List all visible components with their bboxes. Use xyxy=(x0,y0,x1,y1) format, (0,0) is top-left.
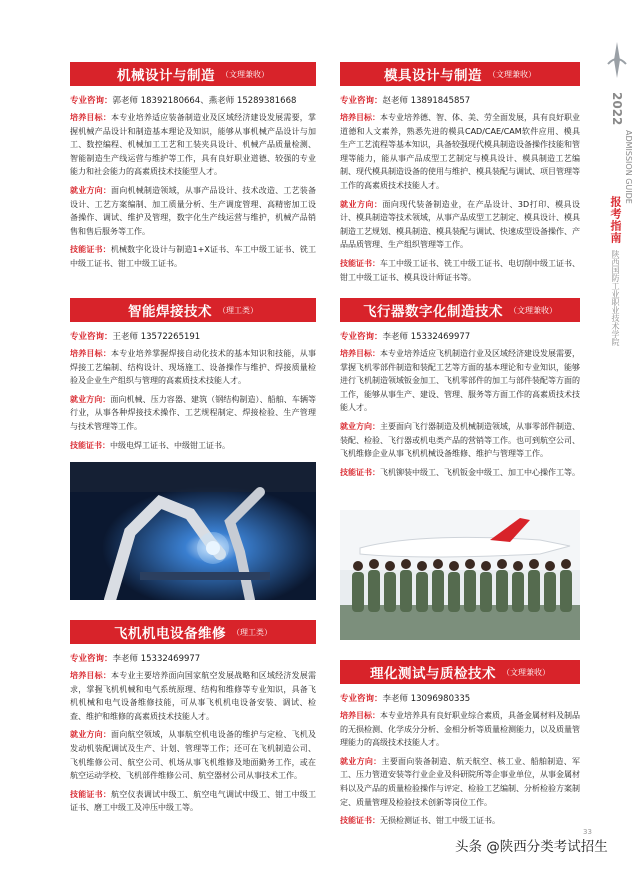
major-title-bar xyxy=(340,660,580,684)
watermark-source: 头条 @陕西分类考试招生 xyxy=(455,839,608,855)
goal-paragraph xyxy=(70,669,316,723)
contact-value: 赵老师 13891845857 xyxy=(382,96,471,106)
goal-label: 培养目标： xyxy=(340,349,380,358)
contact-value: 李老师 15332469977 xyxy=(382,332,471,342)
major-title-bar xyxy=(340,62,580,86)
career-text: 面向机械制造领域，从事产品设计、技术改造、工艺装备设计、工艺方案编制、加工质量分析、生产调度管理、高精密加工设备操作、调试、维护及管理，数字化生产线运营与维护，机械产品销售和售后服务等工作。 xyxy=(70,185,317,236)
career-label: 就业方向： xyxy=(70,185,112,195)
students-aircraft-illustration xyxy=(340,510,580,640)
cert-paragraph xyxy=(70,439,316,453)
contact-label: 专业咨询： xyxy=(340,694,383,704)
career-text: 主要面向装备制造、航天航空、核工业、船舶制造、军工、压力管道安装等行业企业及科研院所等企事业单位，从事金属材料以及产品的质量检验操作与评定、检验工艺编制、分析检验方案制定、质量管理及检验技术创新等岗位工作。 xyxy=(340,756,581,807)
major-card-mechanical xyxy=(70,62,316,271)
cert-label: 技能证书： xyxy=(70,440,110,450)
contact-line xyxy=(340,94,580,106)
career-text: 面向现代装备制造业，在产品设计、3D打印、模具设计、模具制造等技术领域，从事产品成型工艺制定、模具设计、模具制造工艺规划、模具制造、模具装配与调试、快速成型设备操作、产品品质管理、生产组织管理等工作。 xyxy=(340,199,581,250)
major-subtitle: （文理兼收） xyxy=(502,667,550,677)
contact-line xyxy=(340,692,580,704)
goal-text: 本专业培养具有良好职业综合素质，具备金属材料及制品的无损检测、化学成分分析、金相分析等质量检测能力，以及质量管理能力的高级技术技能人才。 xyxy=(340,711,580,748)
page-number: 33 xyxy=(583,828,592,836)
career-label: 就业方向： xyxy=(340,199,383,209)
career-paragraph xyxy=(70,184,316,238)
contact-line xyxy=(70,652,316,664)
major-subtitle: （理工类） xyxy=(232,627,272,637)
cert-label: 技能证书： xyxy=(70,789,112,799)
contact-value: 李老师 13096980335 xyxy=(382,694,471,704)
major-title-bar xyxy=(340,298,580,322)
major-title: 机械设计与制造 xyxy=(117,68,215,84)
contact-line xyxy=(340,330,580,342)
career-text: 面向机械、压力容器、建筑（钢结构制造）、船舶、车辆等行业，从事各种焊接技术操作、工艺规程制定、焊接检验、生产管理与技术管理等工作。 xyxy=(70,394,317,431)
goal-label: 培养目标： xyxy=(340,113,380,122)
major-title: 飞行器数字化制造技术 xyxy=(363,304,503,320)
career-paragraph xyxy=(70,393,316,434)
goal-paragraph xyxy=(70,347,316,388)
major-subtitle: （理工类） xyxy=(218,305,258,315)
cert-label: 技能证书： xyxy=(70,245,111,255)
career-label: 就业方向： xyxy=(70,730,112,740)
cert-text: 无损检测证书、钳工中级工证书。 xyxy=(380,816,500,826)
major-title-bar xyxy=(70,298,316,322)
career-label: 就业方向： xyxy=(70,394,111,404)
career-label: 就业方向： xyxy=(340,421,380,431)
career-paragraph xyxy=(340,420,580,461)
cert-label: 技能证书： xyxy=(340,467,380,477)
contact-line xyxy=(70,330,316,342)
goal-text: 本专业培养适应装备制造业及区域经济建设发展需要，掌握机械产品设计和制造基本理论及知识，能够从事机械产品设计与加工、数控编程、机械加工工艺和工装夹具设计、机械产品质量检测、智能制造生产线运营与维护等工作，具有良好职业道德、较强的专业能力和社会能力的高素质技术技能型人才。 xyxy=(70,113,317,177)
sidebar-college-name: 陕西国防工业职业技术学院 xyxy=(611,250,620,346)
goal-label: 培养目标： xyxy=(340,711,380,720)
major-card-mold xyxy=(340,62,580,284)
cert-text: 中级电焊工证书、中级钳工证书。 xyxy=(110,440,230,450)
major-title: 模具设计与制造 xyxy=(384,68,482,84)
major-card-welding xyxy=(70,298,316,452)
page-sidebar xyxy=(601,0,640,869)
welding-robot-photo xyxy=(70,462,316,600)
career-text: 主要面向飞行器制造及机械制造领域，从事零部件制造、装配、检验、飞行器或机电类产品的营销等工作。也可到航空公司、飞机维修企业从事飞机机械设备维修、维护与管理等工作。 xyxy=(340,421,580,459)
sidebar-guide-title: 报考指南 xyxy=(609,196,622,244)
major-subtitle: （文理兼收） xyxy=(509,305,557,315)
career-paragraph xyxy=(340,198,580,252)
major-subtitle: （文理兼收） xyxy=(221,69,269,79)
contact-label: 专业咨询： xyxy=(70,332,113,342)
sidebar-year: 2022 xyxy=(610,92,624,126)
career-paragraph xyxy=(70,728,316,782)
goal-paragraph xyxy=(340,709,580,750)
contact-label: 专业咨询： xyxy=(340,332,383,342)
goal-paragraph xyxy=(340,111,580,193)
goal-text: 本专业培养适应飞机制造行业及区域经济建设发展需要，掌握飞机零部件制造和装配工艺等方面的基本理论和专业知识，能够进行飞机制造领域钣金加工、飞机零部件的加工与部件装配等方面的工作，能够从事生产、建设、管理、服务等方面工作的高素质技术技能人才。 xyxy=(340,349,580,413)
contact-label: 专业咨询： xyxy=(70,654,113,664)
goal-paragraph xyxy=(70,111,316,179)
career-text: 面向航空领域，从事航空机电设备的维护与定检、飞机及发动机装配调试及生产、计划、管理等工作；还可在飞机制造公司、飞机维修公司、航空公司、机场从事飞机维修及地面勤务工作，或在航空运动学校、飞机部件维修公司、航空器材公司从事技术工作。 xyxy=(70,730,317,781)
goal-paragraph xyxy=(340,347,580,415)
contact-line xyxy=(70,94,316,106)
contact-value: 李老师 15332469977 xyxy=(112,654,201,664)
sidebar-english: ADMISSION GUIDE xyxy=(624,130,633,204)
goal-text: 本专业主要培养面向国家航空发展战略和区域经济发展需求，掌握飞机机械和电气系统原理、结构和维修等专业知识，具备飞机机械和电气设备维修技能，可从事飞机机电设备安装、调试、检查、维护和维修的高素质技术技能人才。 xyxy=(70,671,317,721)
goal-label: 培养目标： xyxy=(70,671,112,680)
contact-value: 郭老师 18392180664、燕老师 15289381668 xyxy=(112,96,297,106)
goal-label: 培养目标： xyxy=(70,113,112,122)
career-label: 就业方向： xyxy=(340,756,382,766)
major-card-aircraft-maintenance xyxy=(70,620,316,815)
cert-text: 航空仪表调试中级工、航空电气调试中级工、钳工中级工证书、磨工中级工及冲压中级工等。 xyxy=(70,789,317,813)
major-card-testing-quality xyxy=(340,660,580,828)
welding-robot-illustration xyxy=(70,462,316,600)
cert-paragraph xyxy=(70,788,316,815)
career-paragraph xyxy=(340,755,580,809)
contact-label: 专业咨询： xyxy=(340,96,383,106)
students-aircraft-photo xyxy=(340,510,580,640)
major-title: 飞机机电设备维修 xyxy=(114,626,226,642)
cert-label: 技能证书： xyxy=(340,816,380,826)
cert-text: 车工中级工证书、铣工中级工证书、电切削中级工证书、钳工中级工证书、模具设计师证书等。 xyxy=(340,258,580,282)
major-title: 智能焊接技术 xyxy=(128,304,212,320)
cert-paragraph xyxy=(70,243,316,270)
cert-paragraph xyxy=(340,814,580,828)
contact-value: 王老师 13572265191 xyxy=(112,332,201,342)
cert-text: 飞机铆装中级工、飞机钣金中级工、加工中心操作工等。 xyxy=(380,467,580,477)
major-title-bar xyxy=(70,620,316,644)
major-title: 理化测试与质检技术 xyxy=(370,666,496,682)
cert-label: 技能证书： xyxy=(340,258,380,268)
goal-label: 培养目标： xyxy=(70,349,112,358)
cert-paragraph xyxy=(340,466,580,480)
cert-paragraph xyxy=(340,257,580,284)
cert-text: 机械数字化设计与制造1+X证书、车工中级工证书、铣工中级工证书、钳工中级工证书。 xyxy=(70,245,316,268)
major-title-bar xyxy=(70,62,316,86)
goal-text: 本专业培养掌握焊接自动化技术的基本知识和技能，从事焊接工艺编制、结构设计、现场施工、设备操作与维护、焊接质量检验及企业生产组织与管理的高素质技术技能人才。 xyxy=(70,349,317,386)
major-subtitle: （文理兼收） xyxy=(488,69,536,79)
goal-text: 本专业培养德、智、体、美、劳全面发展，具有良好职业道德和人文素养，熟悉先进的模具CAD/CAE/CAM软件应用、模具生产工艺流程等基本知识，具备较强现代模具制造设备操作技能和管理等能力，能从事产品成型工艺制定与模具设计、模具制造工艺编制、现代模具制造设备的使用与维护、模具装配与调试、项目管理等工作的高素质技术技能人才。 xyxy=(340,113,580,190)
contact-label: 专业咨询： xyxy=(70,96,113,106)
college-logo-icon xyxy=(606,40,628,84)
major-card-aircraft-manufacturing xyxy=(340,298,580,479)
